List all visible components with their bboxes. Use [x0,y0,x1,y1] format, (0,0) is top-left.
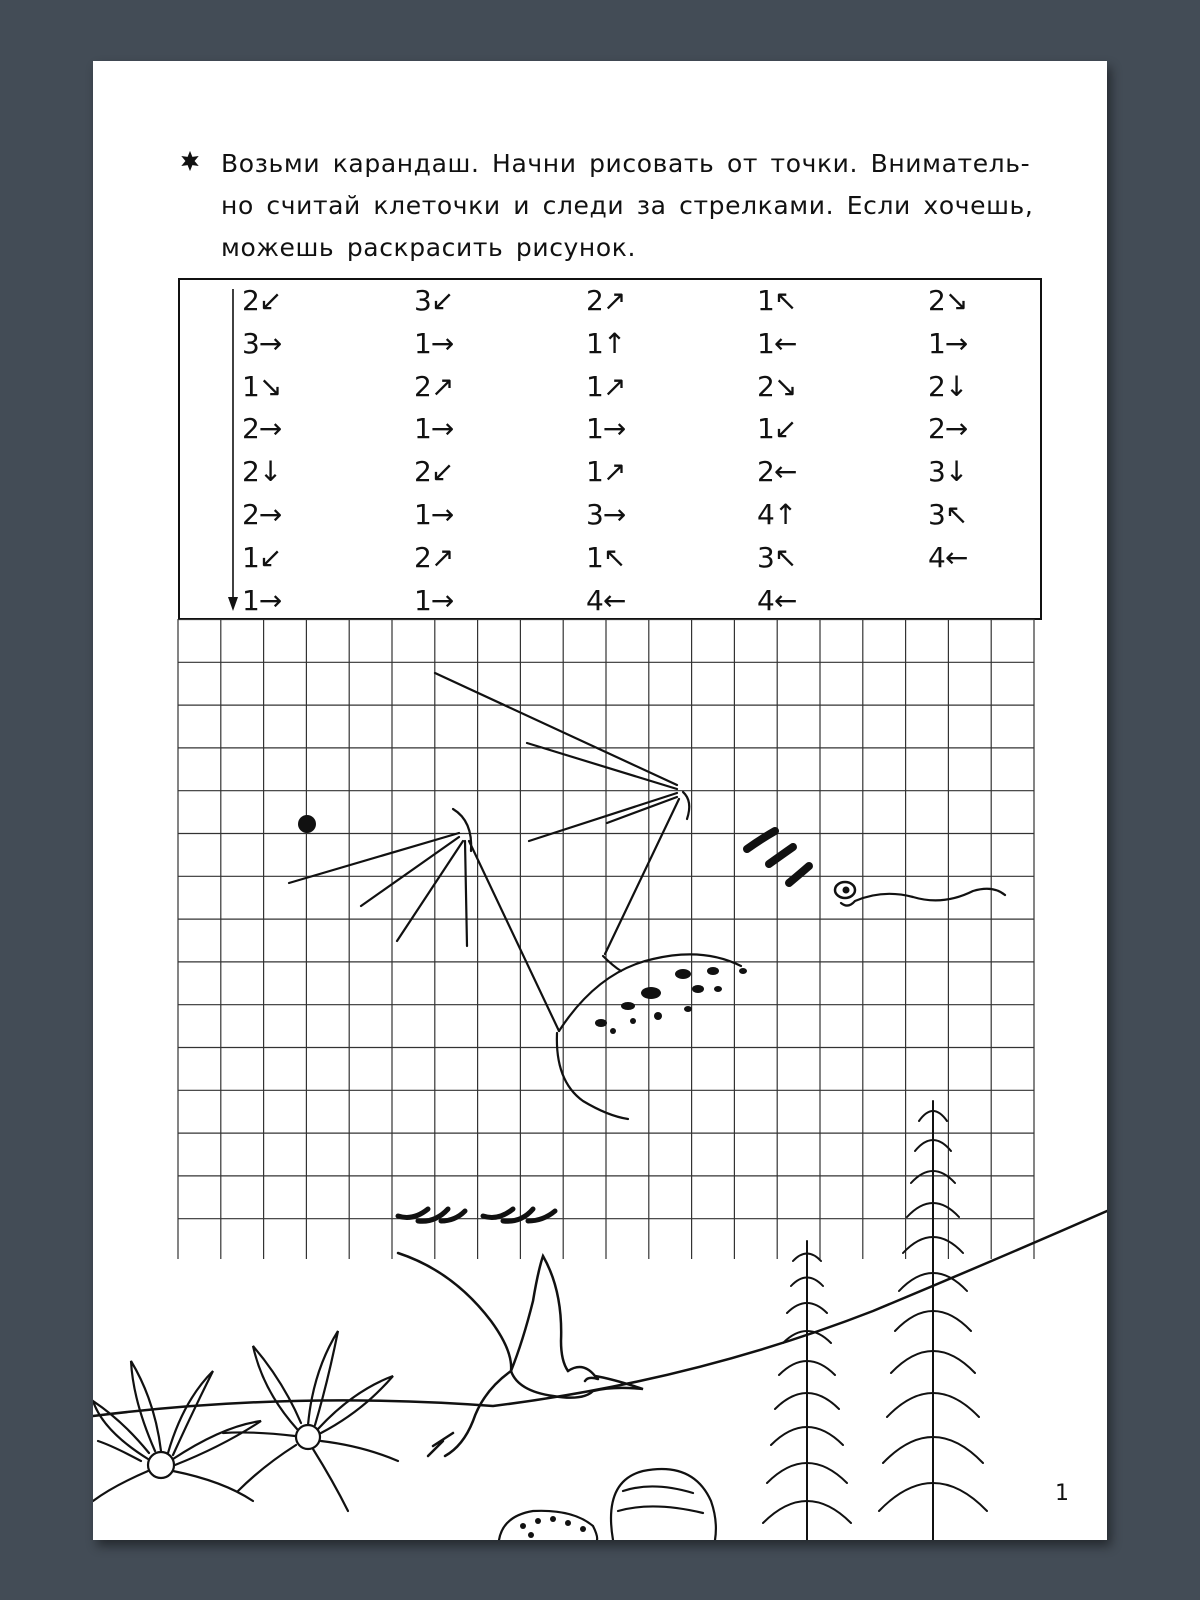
step-cell: 2↙ [242,284,282,317]
wing-hint-left [289,809,559,1031]
step-cell: 1→ [928,326,968,360]
tail-stripes [747,831,809,883]
step-cell: 1↖ [757,284,797,317]
snake-eye [835,882,1005,906]
instruction-line-2: но считай клеточки и следи за стрелками. Если хочешь, [221,191,1034,220]
step-cell: 1→ [242,583,282,617]
step-cell: 1→ [414,498,454,531]
hill-line [93,1211,1107,1416]
step-cell: 3↖ [757,540,797,574]
step-cell: 2↓ [928,369,968,403]
step-cell: 3→ [242,326,282,360]
pterodactyl [398,1253,643,1456]
step-cell: 1↑ [586,326,626,360]
step-cell: 1↙ [242,540,282,574]
step-cell: 2↙ [414,455,454,489]
step-cell: 1← [757,326,797,360]
step-cell: 4← [757,583,797,617]
step-cell: 4← [586,583,626,617]
start-dot [298,815,316,833]
worksheet-page [93,61,1107,1540]
step-cell: 1→ [414,326,454,360]
lupine-right [879,1101,987,1540]
instruction-line-3: можешь раскрасить рисунок. [221,233,637,262]
step-cell: 1→ [414,583,454,617]
step-cell: 1→ [586,412,626,446]
step-cell: 1↙ [757,412,797,446]
wing-hint-right [435,673,689,954]
step-cell: 4↑ [757,498,797,531]
step-cell: 2↗ [414,540,454,574]
step-cell: 3↙ [414,284,454,317]
feet-marks [398,1209,555,1221]
step-cell: 1→ [414,412,454,446]
step-cell: 2→ [242,498,282,531]
instruction-line-1: Возьми карандаш. Начни рисовать от точки. Вниматель- [221,149,1031,178]
step-cell: 3→ [586,498,626,531]
step-cell: 3↓ [928,455,968,489]
daisy-right [223,1331,398,1511]
step-cell: 4← [928,540,968,574]
step-cell: 2↓ [242,455,282,489]
step-cell: 2← [757,455,797,489]
step-cell: 2↗ [586,284,626,317]
step-cell: 1↗ [586,455,626,489]
page-number: 1 [1055,1481,1069,1506]
step-cell: 1↗ [586,369,626,403]
rocks [499,1469,716,1540]
illustration-layer [93,61,1107,1540]
step-cell: 2↗ [414,369,454,403]
step-cell: 2→ [928,412,968,446]
step-cell: 2→ [242,412,282,446]
step-cell: 3↖ [928,498,968,531]
step-cell: 1↖ [586,540,626,574]
step-cell: 2↘ [928,284,968,317]
step-cell: 1↘ [242,369,282,403]
spotted-shell [557,954,747,1119]
lupine-left [763,1241,851,1540]
daisy-left [93,1361,261,1501]
step-cell: 2↘ [757,369,797,403]
